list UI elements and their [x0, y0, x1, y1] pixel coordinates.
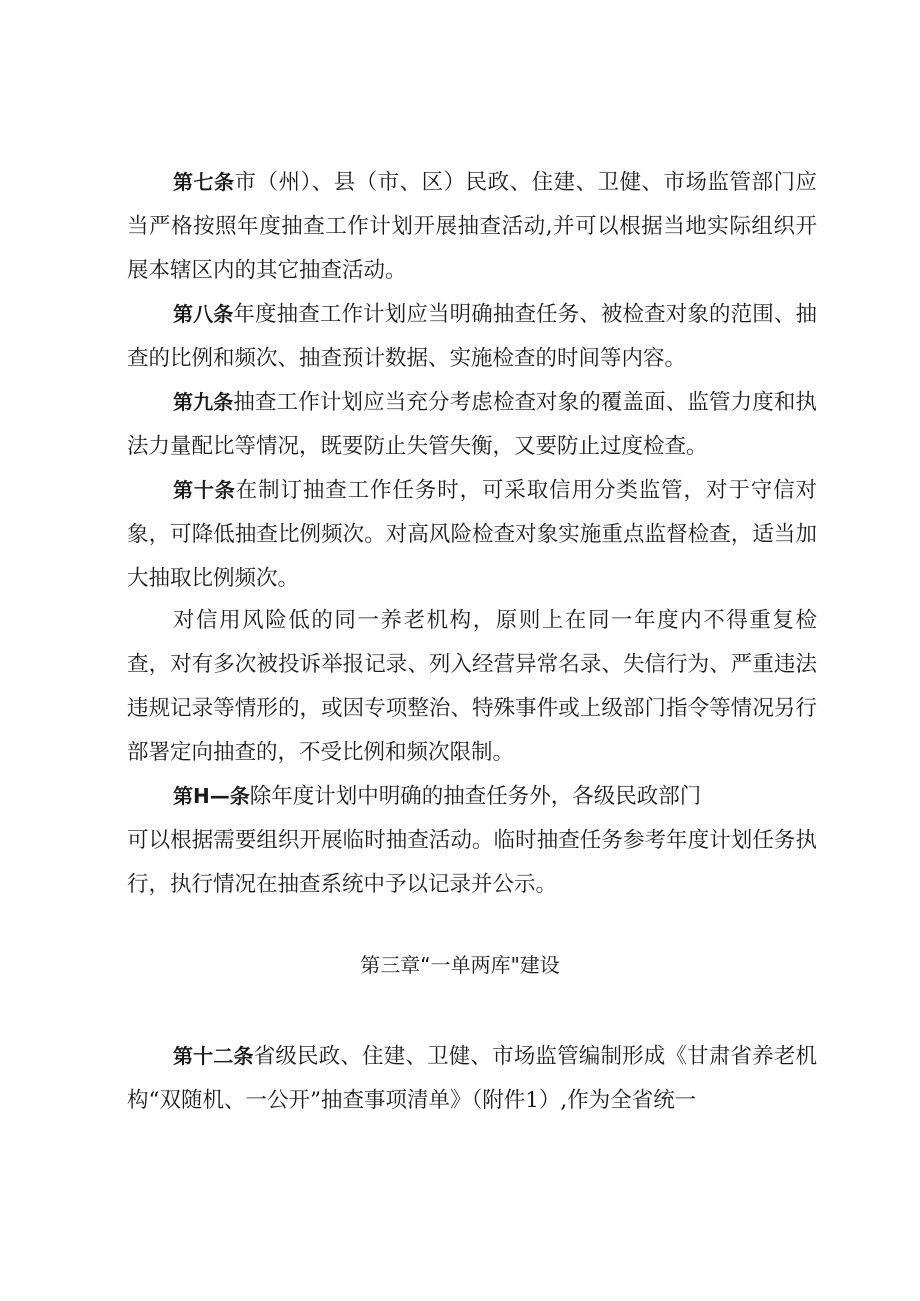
article-7-text: 市（州）、县（市、区）民政、住建、卫健、市场监管部门应当严格按照年度抽查工作计划开展抽查活动,并可以根据当地实际组织开展本辖区内的其它抽查活动。 [127, 170, 817, 283]
article-11 [127, 774, 817, 907]
article-8 [127, 292, 817, 381]
article-9-text: 抽查工作计划应当充分考虑检查对象的覆盖面、监管力度和执法力量配比等情况，既要防止失管失衡，又要防止过度检查。 [127, 390, 818, 459]
article-12 [127, 1034, 817, 1123]
article-11-text-line1: 除年度计划中明确的抽查任务外，各级民政部门 [249, 784, 702, 809]
article-9 [127, 380, 817, 469]
article-7-label: 第七条 [173, 170, 235, 194]
article-10-text: 在制订抽查工作任务时，可采取信用分类监管，对于守信对象，可降低抽查比例频次。对高风险检查对象实施重点监督检查，适当加大抽取比例频次。 [127, 478, 817, 591]
article-10-label: 第十条 [173, 478, 236, 502]
chapter-3-title: 第三章“一单两库"建设 [360, 953, 560, 977]
article-7 [127, 160, 817, 293]
article-10-continuation [127, 599, 817, 775]
article-11-text-rest: 可以根据需要组织开展临时抽查活动。临时抽查任务参考年度计划任务执行，执行情况在抽查系统中予以记录并公示。 [127, 828, 817, 897]
article-12-label: 第十二条 [173, 1044, 254, 1068]
continuation-text: 对信用风险低的同一养老机构，原则上在同一年度内不得重复检查，对有多次被投诉举报记录、列入经营异常名录、失信行为、严重违法违规记录等情形的，或因专项整治、特殊事件或上级部门指令等情况另行部署定向抽查的，不受比例和频次限制。 [127, 608, 817, 765]
article-11-first-line [127, 774, 817, 819]
article-11-label: 第H—条 [173, 784, 250, 808]
article-8-text: 年度抽查工作计划应当明确抽查任务、被检查对象的范围、抽查的比例和频次、抽查预计数据、实施检查的时间等内容。 [127, 302, 818, 371]
article-12-text: 省级民政、住建、卫健、市场监管编制形成《甘肃省养老机构“双随机、一公开”抽查事项清单》（附件1）,作为全省统一 [127, 1044, 817, 1113]
article-8-label: 第八条 [173, 302, 234, 326]
article-10 [127, 468, 817, 601]
article-9-label: 第九条 [173, 390, 234, 414]
